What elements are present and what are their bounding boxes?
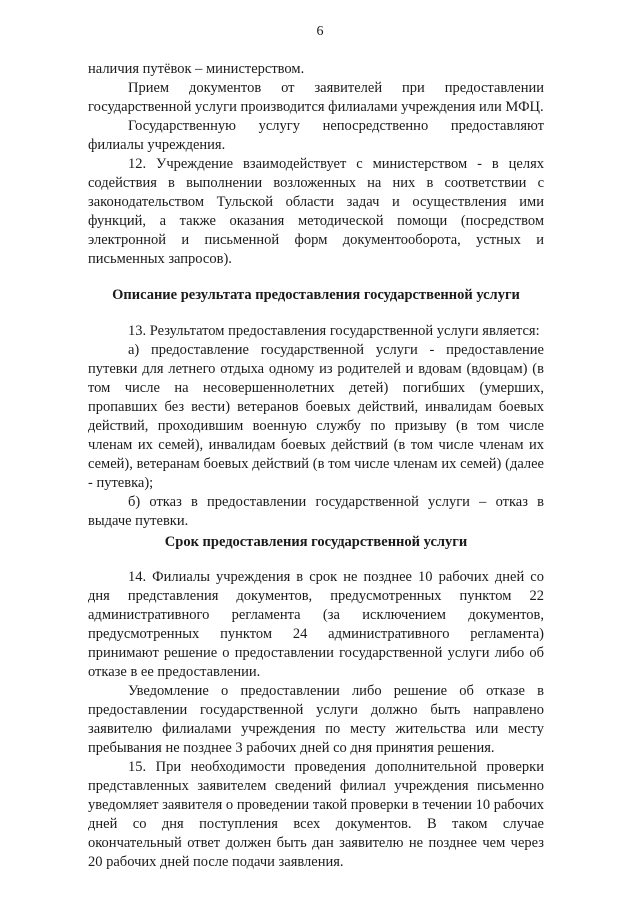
paragraph-15: 15. При необходимости проведения дополнительной проверки представленных заявителем сведений филиал учреждения письменно уведомляет заявителя о проведении такой проверки в течении 10 рабочих дней со дня поступления всех документов. В таком случае окончательный ответ должен быть дан заявителю не позднее чем через 20 рабочих дней после подачи заявления. — [88, 759, 544, 870]
heading-service-result: Описание результата предоставления государственной услуги — [112, 287, 520, 303]
document-body — [88, 60, 544, 872]
paragraph-document-intake: Прием документов от заявителей при предоставлении государственной услуги производится филиалами учреждения или МФЦ. — [88, 80, 544, 115]
paragraph-14: 14. Филиалы учреждения в срок не позднее 10 рабочих дней со дня представления документов, предусмотренных пунктом 22 административного регламента (за исключением документов, предусмотренных пунктом 24 административного регламента) принимают решение о предоставлении государственной услуги либо об отказе в ее предоставлении. — [88, 569, 544, 680]
paragraph-availability: наличия путёвок – министерством. — [88, 61, 305, 77]
paragraph-13: 13. Результатом предоставления государственной услуги является: — [128, 323, 540, 339]
paragraph-notification: Уведомление о предоставлении либо решение об отказе в предоставлении государственной услуги должно быть направлено заявителю филиалами учреждения по месту жительства или месту пребывания не позднее 3 рабочих дней со дня принятия решения. — [88, 683, 544, 756]
page-number: 6 — [316, 24, 324, 39]
heading-service-term: Срок предоставления государственной услуги — [164, 534, 468, 550]
paragraph-13b: б) отказ в предоставлении государственной услуги – отказ в выдаче путевки. — [88, 494, 544, 529]
paragraph-13a: а) предоставление государственной услуги - предоставление путевки для летнего отдыха одному из родителей и вдовам (вдовцам) (в том числе на несовершеннолетних детей) погибших (умерших, пропавших без вести) ветеранов боевых действий, инвалидам боевых действий, проходившим военную службу по призыву (в том числе членам их семей), инвалидам боевых действий (в том числе членам их семей), ветеранам боевых действий (в том числе членам их семей) (далее - путевка); — [88, 342, 544, 491]
paragraph-12: 12. Учреждение взаимодействует с министерством - в целях содействия в выполнении возложенных на них в соответствии с законодательством Тульской области задач и осуществления ими функций, а также оказания методической помощи (посредством электронной и письменной форм документооборота, устных и письменных запросов). — [88, 156, 544, 267]
paragraph-service-provider: Государственную услугу непосредственно предоставляют филиалы учреждения. — [88, 118, 544, 153]
